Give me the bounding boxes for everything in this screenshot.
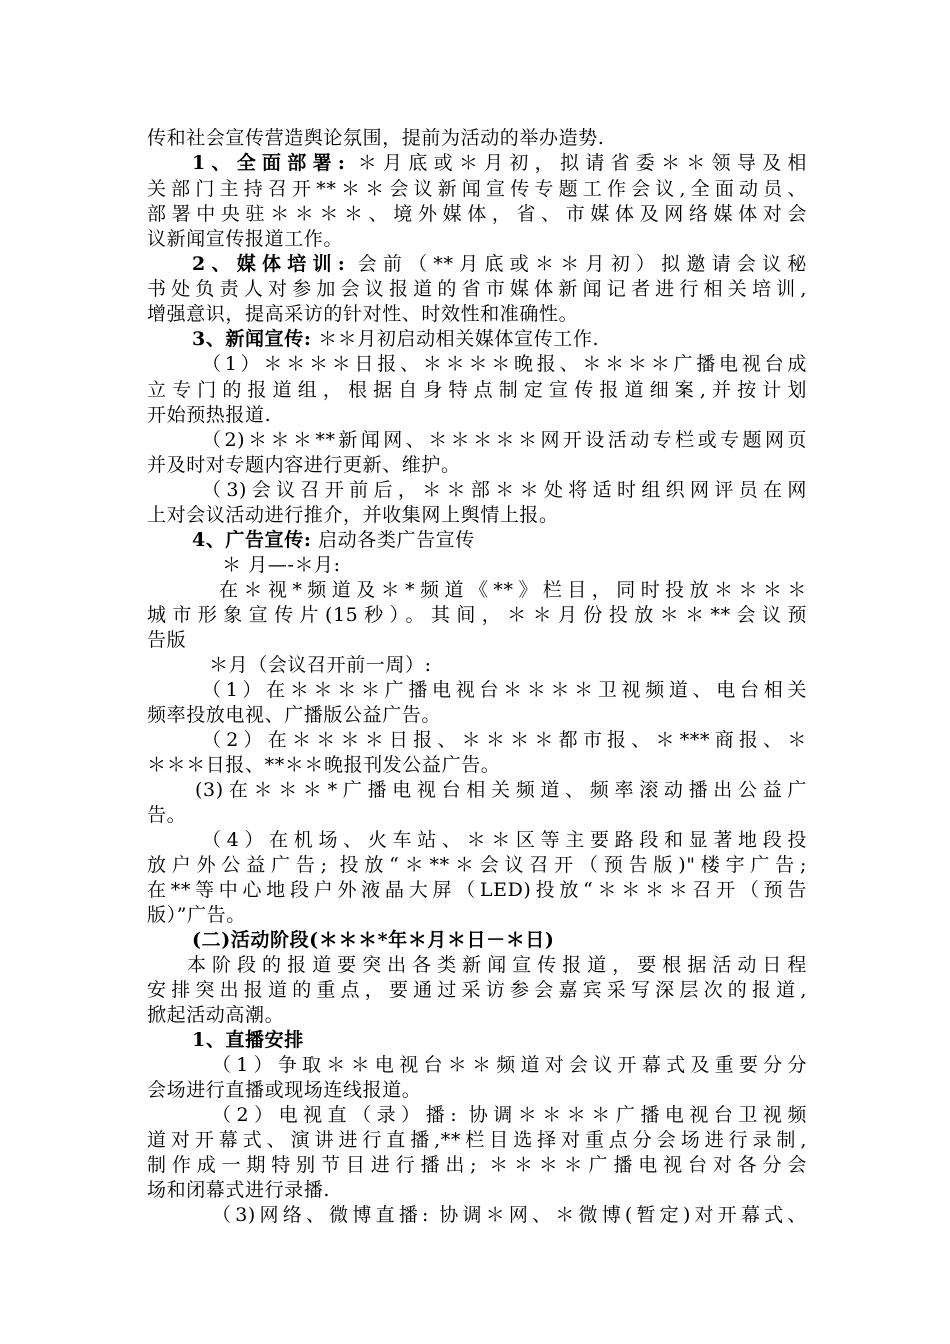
section-heading-line: 1、全面部署: ＊月底或＊月初，拟请省委＊＊领导及相 bbox=[192, 152, 807, 174]
section-heading: (二)活动阶段(＊＊＊*年＊月＊日－＊日) bbox=[192, 929, 555, 951]
paragraph-line: (3)在＊＊＊*广播电视台相关频道、频率滚动播出公益广 bbox=[195, 779, 807, 801]
paragraph-line: 场和闭幕式进行录播. bbox=[147, 1179, 331, 1201]
paragraph-line: 开始预热报道. bbox=[147, 404, 272, 426]
paragraph-line: 安排突出报道的重点，要通过采访参会嘉宾采写深层次的报道, bbox=[147, 979, 807, 1001]
section-heading: 1、直播安排 bbox=[192, 1029, 304, 1051]
paragraph-line: 并及时对专题内容进行更新、维护。 bbox=[147, 454, 461, 476]
paragraph-line: 增强意识，提高采访的针对性、时效性和准确性。 bbox=[147, 303, 579, 325]
paragraph-line: ＊＊＊日报、**＊＊晚报刊发公益广告。 bbox=[147, 754, 501, 776]
paragraph-line: （2)＊＊＊**新闻网、＊＊＊＊＊网开设活动专栏或专题网页 bbox=[202, 429, 807, 451]
paragraph-line: （4）在机场、火车站、＊＊区等主要路段和显著地段投 bbox=[202, 829, 807, 851]
section-heading-line bbox=[147, 1028, 807, 1052]
section-heading: 2、媒体培训: bbox=[192, 253, 346, 275]
paragraph-line: 关部门主持召开**＊＊会议新闻宣传专题工作会议,全面动员、 bbox=[147, 178, 807, 200]
paragraph-line: （3)会议召开前后，＊＊部＊＊处将适时组织网评员在网 bbox=[202, 479, 807, 501]
paragraph-line: （3)网络、微博直播: 协调＊网、＊微博(暂定)对开幕式、 bbox=[212, 1204, 807, 1226]
paragraph-line: 制作成一期特别节目进行播出; ＊＊＊＊广播电视台对各分会 bbox=[147, 1154, 807, 1176]
paragraph-line: 立专门的报道组，根据自身特点制定宣传报道细案,并按计划 bbox=[147, 379, 807, 401]
section-heading: 4、广告宣传: bbox=[192, 529, 312, 551]
section-heading-line bbox=[147, 928, 807, 952]
paragraph-line: 书处负责人对参加会议报道的省市媒体新闻记者进行相关培训, bbox=[147, 278, 807, 300]
paragraph-line: （2）在＊＊＊＊日报、＊＊＊＊都市报、＊***商报、＊ bbox=[202, 729, 807, 751]
paragraph-line: 本阶段的报道要突出各类新闻宣传报道，要根据活动日程 bbox=[187, 954, 807, 976]
paragraph-line: 放户外公益广告; 投放“＊**＊会议召开（预告版)"楼宇广告; bbox=[147, 854, 807, 876]
paragraph-line: ＊ 月—-＊月: bbox=[222, 554, 341, 576]
paragraph-line: （1）在＊＊＊＊广播电视台＊＊＊＊卫视频道、电台相关 bbox=[202, 679, 807, 701]
section-heading-line: 3、新闻宣传: ＊＊月初启动相关媒体宣传工作. bbox=[192, 328, 600, 350]
paragraph-line: 掀起活动高潮。 bbox=[147, 1004, 285, 1026]
paragraph-line: 传和社会宣传营造舆论氛围，提前为活动的举办造势. bbox=[147, 127, 605, 149]
paragraph-line: 告。 bbox=[147, 804, 187, 826]
paragraph-line: （2）电视直（录）播: 协调＊＊＊＊广播电视台卫视频 bbox=[212, 1104, 807, 1126]
paragraph-line: 议新闻宣传报道工作。 bbox=[147, 228, 344, 250]
paragraph-line: 上对会议活动进行推介，并收集网上舆情上报。 bbox=[147, 504, 559, 526]
paragraph-line: 版）”广告。 bbox=[147, 904, 246, 926]
paragraph-line: 部署中央驻＊＊＊＊、境外媒体，省、市媒体及网络媒体对会 bbox=[147, 203, 807, 225]
paragraph-line: （1）争取＊＊电视台＊＊频道对会议开幕式及重要分分 bbox=[212, 1054, 807, 1076]
paragraph-line: 会场进行直播或现场连线报道。 bbox=[147, 1079, 422, 1101]
paragraph-line: ＊月（会议召开前一周）: bbox=[209, 654, 432, 676]
paragraph-line: 告版 bbox=[147, 629, 187, 651]
section-heading-line: 2、媒体培训: 会前（**月底或＊＊月初）拟邀请会议秘 bbox=[192, 253, 807, 275]
paragraph-line: 在＊视*频道及＊*频道《**》栏目，同时投放＊＊＊＊ bbox=[219, 579, 807, 601]
section-heading: 1、全面部署: bbox=[192, 152, 346, 174]
paragraph-line: 道对开幕式、演讲进行直播,**栏目选择对重点分会场进行录制, bbox=[147, 1129, 807, 1151]
paragraph-line: （1）＊＊＊＊日报、＊＊＊＊晚报、＊＊＊＊广播电视台成 bbox=[202, 353, 807, 375]
paragraph-line: 频率投放电视、广播版公益广告。 bbox=[147, 704, 442, 726]
paragraph-line: 城市形象宣传片(15秒）。其间，＊＊月份投放＊＊**会议预 bbox=[147, 604, 807, 626]
paragraph-line: 在**等中心地段户外液晶大屏（LED)投放“＊＊＊＊召开（预告 bbox=[147, 879, 807, 901]
section-heading: 3、新闻宣传: bbox=[192, 328, 312, 350]
section-heading-line: 4、广告宣传: 启动各类广告宣传 bbox=[192, 529, 475, 551]
